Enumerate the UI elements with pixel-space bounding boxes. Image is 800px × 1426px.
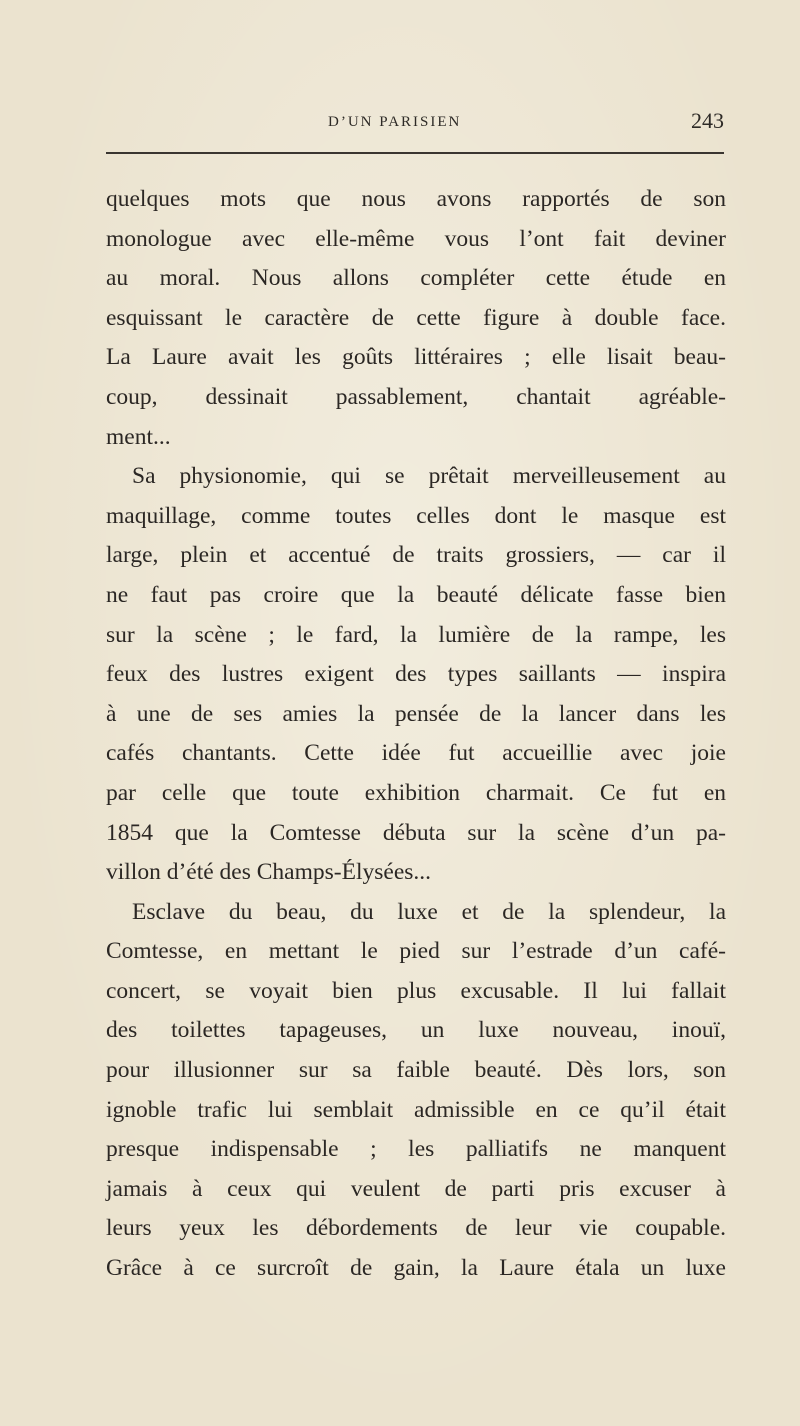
text-line: cafés chantants. Cette idée fut accueillie avec joie [106,740,726,767]
text-line: pour illusionner sur sa faible beauté. Dès lors, son [106,1057,726,1084]
text-line: au moral. Nous allons compléter cette étude en [106,265,726,292]
text-line: leurs yeux les débordements de leur vie coupable. [106,1215,726,1242]
text-line: monologue avec elle-même vous l’ont fait deviner [106,225,726,252]
text-line: maquillage, comme toutes celles dont le masque est [106,502,726,529]
text-line: large, plein et accentué de traits grossiers, — car il [106,542,726,569]
text-line: quelques mots que nous avons rapportés de son [106,186,726,212]
text-line: villon d’été des Champs-Élysées... [106,859,432,886]
text-line: ment... [106,423,171,450]
page-number: 243 [691,108,724,133]
text-line: par celle que toute exhibition charmait. Ce fut en [106,779,726,806]
text-line: feux des lustres exigent des types saillants — inspira [106,661,726,688]
text-line: Sa physionomie, qui se prêtait merveilleusement au [132,463,726,490]
text-line: coup, dessinait passablement, chantait agréable- [106,383,726,410]
text-line: ne faut pas croire que la beauté délicate fasse bien [106,581,726,608]
text-line: La Laure avait les goûts littéraires ; elle lisait beau- [106,344,726,371]
text-line: Grâce à ce surcroît de gain, la Laure étala un luxe [106,1255,726,1282]
text-line: jamais à ceux qui veulent de parti pris excuser à [106,1175,726,1202]
text-line: des toilettes tapageuses, un luxe nouveau, inouï, [106,1017,726,1044]
running-head [0,108,800,138]
text-line: ignoble trafic lui semblait admissible en ce qu’il était [106,1096,726,1123]
text-line: Esclave du beau, du luxe et de la splendeur, la [132,898,726,925]
text-line: 1854 que la Comtesse débuta sur la scène d’un pa- [106,819,726,846]
body-text [106,180,726,1289]
text-line: sur la scène ; le fard, la lumière de la rampe, les [106,621,726,648]
running-title: D’UN PARISIEN [328,114,462,130]
text-line: à une de ses amies la pensée de la lancer dans les [106,700,726,727]
text-line: Comtesse, en mettant le pied sur l’estrade d’un café- [106,938,726,965]
text-line: presque indispensable ; les palliatifs ne manquent [106,1136,726,1163]
text-line: esquissant le caractère de cette figure à double face. [106,304,726,331]
header-rule [106,152,724,154]
text-line: concert, se voyait bien plus excusable. Il lui fallait [106,977,726,1004]
